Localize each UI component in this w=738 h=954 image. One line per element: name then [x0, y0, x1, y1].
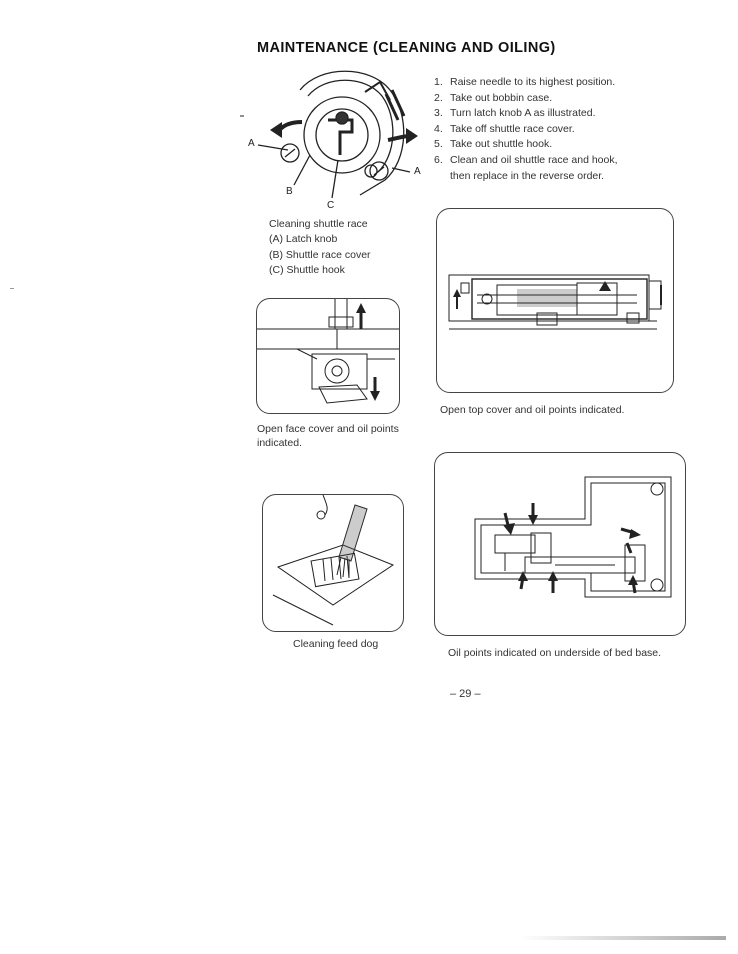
underside-illustration [434, 452, 686, 636]
caption-face-cover: Open face cover and oil points indicated. [257, 423, 399, 449]
legend-title: Cleaning shuttle race [269, 218, 368, 230]
step-item: 4. Take off shuttle race cover. [434, 122, 575, 135]
legend-item: (A) Latch knob [269, 233, 338, 246]
top-cover-illustration [436, 208, 674, 393]
step-item: 3. Turn latch knob A as illustrated. [434, 107, 596, 120]
page-title: MAINTENANCE (CLEANING AND OILING) [257, 40, 556, 56]
feed-dog-illustration [262, 494, 404, 632]
shuttle-race-illustration [240, 60, 430, 210]
legend-item: (C) Shuttle hook [269, 264, 345, 277]
label-a-right: A [414, 166, 421, 177]
label-b: B [286, 186, 293, 197]
caption-feed-dog: Cleaning feed dog [293, 638, 379, 650]
caption-underside: Oil points indicated on underside of bed base. [448, 647, 662, 659]
step-item: 1. Raise needle to its highest position. [434, 76, 616, 88]
scan-mark [10, 288, 14, 289]
step-item: 2. Take out bobbin case. [434, 91, 553, 104]
step-item: 5. Take out shuttle hook. [434, 138, 553, 151]
legend-item: (B) Shuttle race cover [269, 248, 371, 261]
caption-top-cover: Open top cover and oil points indicated. [440, 404, 625, 416]
step-item: 6. Clean and oil shuttle race and hook, then replace in the reverse order. [434, 153, 618, 182]
scan-edge-bar [520, 936, 726, 940]
steps-list [434, 75, 618, 184]
page-number: – 29 – [450, 688, 481, 700]
label-a-left: A [248, 138, 255, 149]
label-c: C [327, 200, 335, 211]
face-cover-illustration [256, 298, 400, 414]
figure1-legend [269, 217, 371, 279]
